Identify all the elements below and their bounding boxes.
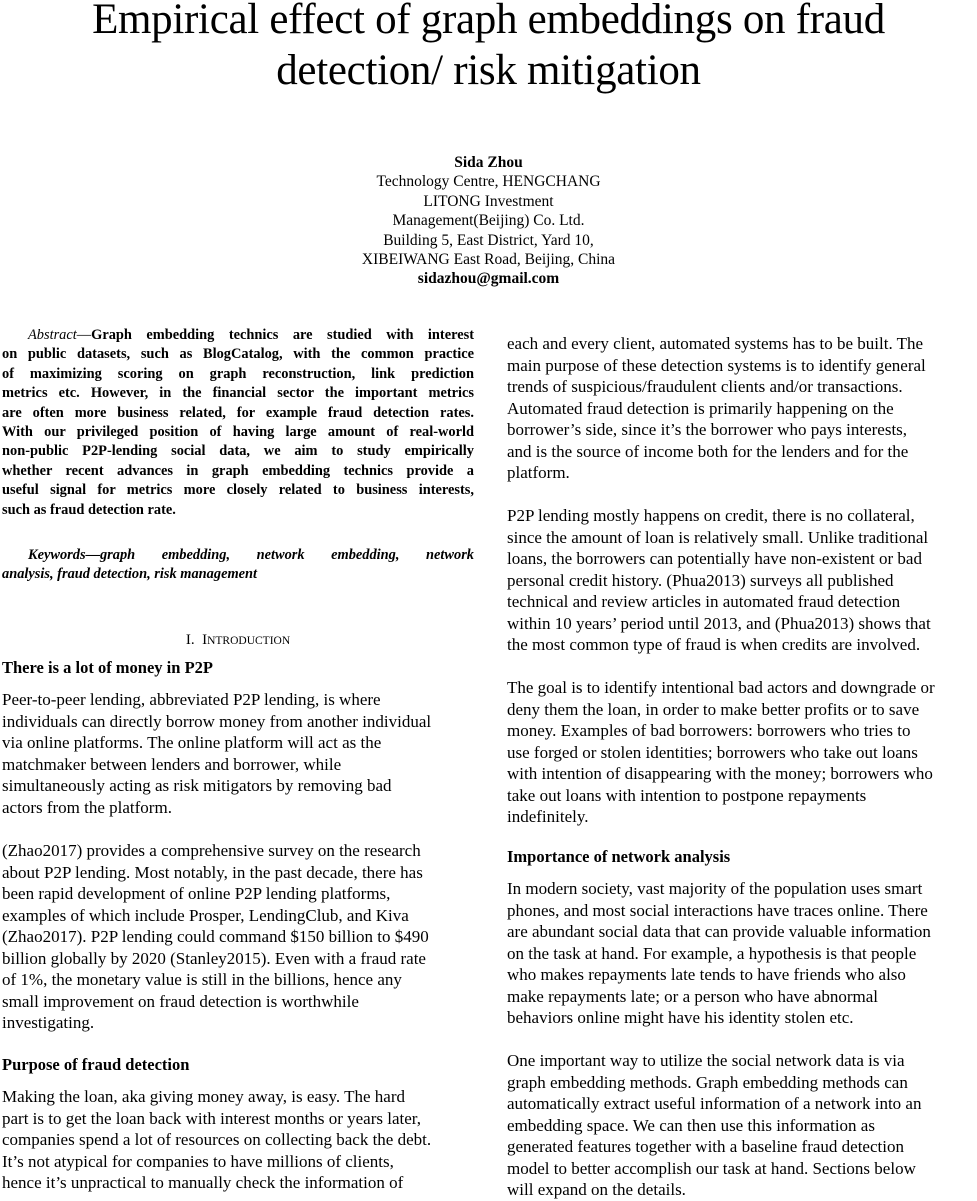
keywords-line: analysis, fraud detection, risk management	[2, 566, 258, 583]
abstract-label: Abstract	[28, 327, 77, 343]
section-title-rest: NTRODUCTION	[207, 635, 291, 647]
keywords-label: Keywords	[28, 547, 86, 563]
text-line: billion globally by 2020 (Stanley2015). Even with a fraud rate	[2, 948, 426, 968]
text-line: It’s not atypical for companies to have millions of clients,	[2, 1151, 394, 1171]
text-line: hence it’s unpractical to manually check the information of	[2, 1173, 404, 1192]
text-line: who makes repayments late tends to have friends who also	[507, 965, 906, 984]
text-line: since the amount of loan is relatively small. Unlike traditional	[507, 527, 929, 547]
text-line: Making the loan, aka giving money away, is easy. The hard	[2, 1087, 406, 1106]
text-line: individuals can directly borrow money from another individual	[2, 711, 432, 731]
text-line: of 1%, the monetary value is still in the billions, hence any	[2, 970, 402, 989]
abstract-line: whether recent advances in graph embedding technics provide a	[2, 462, 474, 479]
affiliation-line: Technology Centre, HENGCHANG	[376, 173, 601, 191]
text-line: are abundant social data that can provide valuable information	[507, 922, 931, 941]
section-heading-introduction	[0, 630, 476, 651]
text-line: borrower’s side, since it’s the borrower who pays interests,	[507, 420, 908, 439]
subheading-purpose-fraud-detection: Purpose of fraud detection	[2, 1055, 190, 1074]
keywords-line	[2, 546, 474, 565]
text-line: model to better accomplish our task at hand. Sections below	[507, 1158, 916, 1178]
text-line: use forged or stolen identities; borrowers who take out loans	[507, 742, 918, 762]
author-name: Sida Zhou	[454, 154, 523, 171]
abstract-line: are often more business related, for example fraud detection rates.	[2, 404, 474, 421]
paragraph-goal	[507, 677, 935, 828]
abstract-line: With our privileged position of having large amount of real-world	[2, 424, 474, 441]
abstract-line: such as fraud detection rate.	[2, 501, 176, 518]
text-line: each and every client, automated systems has to be built. The	[507, 334, 924, 353]
text-line: within 10 years’ period until 2013, and (Phua2013) shows that	[507, 613, 931, 633]
affiliation-line: Management(Beijing) Co. Ltd.	[392, 212, 585, 230]
text-line: graph embedding methods. Graph embedding methods can	[507, 1072, 908, 1092]
abstract-line: of maximizing scoring on graph reconstruction, link prediction	[2, 365, 474, 382]
text-line: companies spend a lot of resources on collecting back the debt.	[2, 1130, 432, 1149]
text-line: about P2P lending. Most notably, in the past decade, there has	[2, 862, 423, 882]
paragraph-automated-systems	[507, 333, 926, 484]
text-line: In modern society, vast majority of the population uses smart	[507, 879, 923, 898]
text-line: simultaneously acting as risk mitigators by removing bad	[2, 776, 392, 795]
text-line: behaviors online might have his identity stolen etc.	[507, 1008, 854, 1027]
paragraph-p2p-survey	[2, 840, 429, 1034]
text-line: matchmaker between lenders and borrower, while	[2, 754, 342, 774]
paragraph-purpose	[2, 1086, 431, 1194]
paragraph-graph-embedding	[507, 1050, 921, 1201]
title-line: Empirical effect of graph embeddings on fraud	[92, 0, 885, 43]
abstract	[2, 326, 474, 520]
text-line: technical and review articles in automated fraud detection	[507, 592, 901, 611]
abstract-dash: —	[76, 327, 92, 343]
abstract-line: useful signal for metrics more closely related to business interests,	[2, 482, 474, 499]
text-line: P2P lending mostly happens on credit, there is no collateral,	[507, 506, 915, 525]
abstract-text: Graph embedding technics are studied with interest	[91, 327, 474, 343]
text-line: personal credit history. (Phua2013) surveys all published	[507, 570, 894, 590]
text-line: Automated fraud detection is primarily happening on the	[507, 398, 894, 418]
text-line: investigating.	[2, 1013, 95, 1032]
abstract-line: metrics etc. However, in the financial sector the important metrics	[2, 385, 474, 402]
text-line: small improvement on fraud detection is worthwhile	[2, 991, 359, 1011]
text-line: via online platforms. The online platform will act as the	[2, 733, 382, 752]
abstract-line: on public datasets, such as BlogCatalog, with the common practice	[2, 346, 474, 363]
text-line: loans, the borrowers can potentially have non-existent or bad	[507, 549, 922, 568]
text-line: One important way to utilize the social network data is via	[507, 1051, 905, 1070]
subheading-money-in-p2p: There is a lot of money in P2P	[2, 658, 213, 677]
text-line: generated features together with a baseline fraud detection	[507, 1137, 904, 1156]
text-line: trends of suspicious/fraudulent clients and/or transactions.	[507, 377, 903, 396]
text-line: embedding space. We can then use this information as	[507, 1115, 875, 1135]
text-line: take out loans with intention to postpone repayments	[507, 785, 867, 805]
text-line: The goal is to identify intentional bad actors and downgrade or	[507, 678, 935, 697]
text-line: automatically extract useful information of a network into an	[507, 1094, 922, 1113]
text-line: indefinitely.	[507, 807, 589, 826]
text-line: money. Examples of bad borrowers: borrowers who tries to	[507, 721, 911, 740]
abstract-line: non-public P2P-lending social data, we aim to study empirically	[2, 443, 474, 460]
author-email: sidazhou@gmail.com	[417, 270, 560, 288]
section-number: I.	[185, 632, 195, 648]
affiliation-line: XIBEIWANG East Road, Beijing, China	[361, 251, 616, 269]
abstract-line	[2, 326, 474, 345]
text-line: (Zhao2017). P2P lending could command $150 billion to $490	[2, 927, 429, 946]
author-block	[0, 153, 977, 289]
text-line: the most common type of fraud is when credits are involved.	[507, 635, 921, 654]
text-line: (Zhao2017) provides a comprehensive survey on the research	[2, 841, 421, 860]
text-line: with intention of disappearing with the money; borrowers who	[507, 764, 933, 783]
text-line: deny them the loan, in order to make better profits or to save	[507, 699, 920, 719]
text-line: main purpose of these detection systems is to identify general	[507, 355, 926, 375]
text-line: part is to get the loan back with interest months or years later,	[2, 1108, 422, 1128]
keywords-dash: —	[85, 547, 100, 563]
text-line: and is the source of income both for the lenders and for the	[507, 441, 909, 461]
affiliation-line: LITONG Investment	[423, 192, 554, 210]
text-line: been rapid development of online P2P lending platforms,	[2, 884, 391, 903]
text-line: make repayments late; or a person who have abnormal	[507, 986, 879, 1006]
text-line: will expand on the details.	[507, 1180, 686, 1199]
paragraph-credit	[507, 505, 931, 656]
text-line: on the task at hand. For example, a hypothesis is that people	[507, 943, 917, 963]
subheading-network-analysis: Importance of network analysis	[507, 847, 731, 866]
paper-title	[0, 0, 977, 96]
paragraph-p2p-definition	[2, 689, 431, 818]
keywords-text: graph embedding, network embedding, network	[99, 547, 474, 563]
text-line: examples of which include Prosper, LendingClub, and Kiva	[2, 905, 409, 925]
paragraph-social-data	[507, 878, 931, 1029]
text-line: Peer-to-peer lending, abbreviated P2P lending, is where	[2, 690, 381, 709]
title-line: detection/ risk mitigation	[276, 47, 701, 94]
keywords	[2, 546, 474, 585]
section-title-initial: I	[202, 632, 208, 648]
text-line: actors from the platform.	[2, 797, 172, 817]
text-line: phones, and most social interactions have traces online. There	[507, 900, 928, 920]
affiliation-line: Building 5, East District, Yard 10,	[383, 231, 594, 249]
text-line: platform.	[507, 463, 570, 482]
